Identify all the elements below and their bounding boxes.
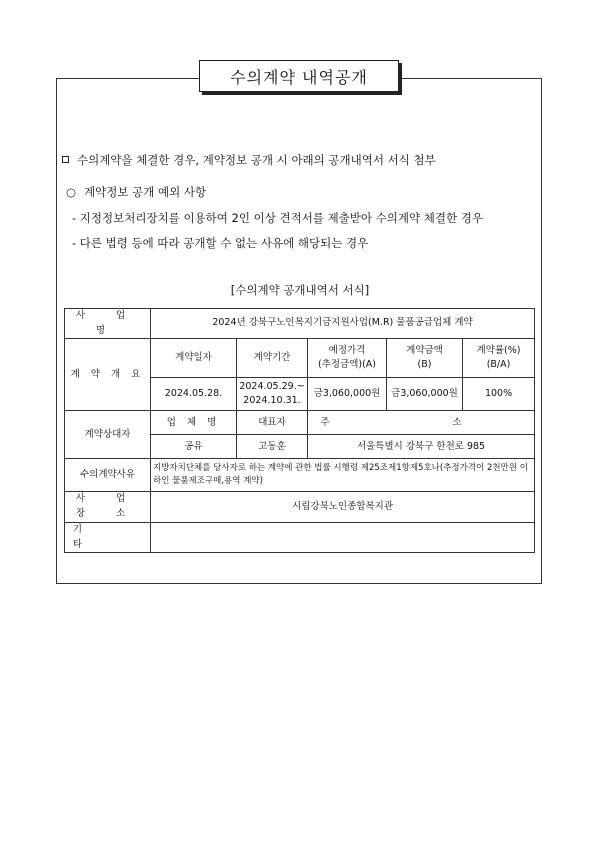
- notice-line-exception-2: - 다른 법령 등에 따라 공개할 수 없는 사유에 해당되는 경우: [72, 236, 369, 250]
- page-title: 수의계약 내역공개: [199, 60, 399, 92]
- table-row-party-head: [65, 411, 535, 435]
- disclosure-table: [64, 308, 535, 553]
- table-row-location: [65, 492, 535, 522]
- value-estimated-price: 금3,060,000원: [308, 378, 387, 411]
- header-estimated-price: [308, 339, 387, 378]
- table-row-etc: [65, 522, 535, 552]
- header-contract-rate: [463, 339, 535, 378]
- header-contract-rate-line2: (B/A): [486, 359, 511, 371]
- notice-text-exception-head: 계약정보 공개 예외 사항: [84, 185, 207, 199]
- etc-label: 기 타: [65, 522, 151, 552]
- header-contract-amount-line2: (B): [417, 359, 432, 371]
- header-estimated-price-line1: 예정가격: [328, 344, 366, 356]
- party-label: 계약상대자: [65, 411, 151, 459]
- location-value: 시립강북노인종합복지관: [151, 492, 535, 522]
- header-address: 주 소: [308, 411, 535, 435]
- value-period-start: 2024.05.29.~: [239, 380, 305, 392]
- form-title: [수의계약 공개내역서 서식]: [230, 283, 370, 297]
- value-ceo: 고동훈: [237, 435, 308, 459]
- header-contract-rate-line1: 계약률(%): [476, 344, 521, 356]
- notice-text-main: 수의계약을 체결한 경우, 계약정보 공개 시 아래의 공개내역서 서식 첨부: [77, 153, 436, 167]
- table-row-overview-head: [65, 339, 535, 378]
- value-contract-date: 2024.05.28.: [151, 378, 237, 411]
- notice-line-exception-head: [66, 184, 206, 200]
- etc-value: [151, 522, 535, 552]
- header-contract-amount-line1: 계약금액: [406, 344, 443, 356]
- header-company: 업 체 명: [151, 411, 237, 435]
- table-row-reason: [65, 459, 535, 492]
- square-bullet-icon: [62, 156, 69, 163]
- value-contract-period: [237, 378, 308, 411]
- table-row-project: [65, 309, 535, 339]
- value-company: 공유: [151, 435, 237, 459]
- value-contract-rate: 100%: [463, 378, 535, 411]
- value-contract-amount: 금3,060,000원: [387, 378, 463, 411]
- notice-line-exception-1: - 지정정보처리장치를 이용하여 2인 이상 견적서를 제출받아 수의계약 체결한 경우: [72, 211, 483, 225]
- header-contract-period: 계약기간: [237, 339, 308, 378]
- reason-value: 지방자치단체를 당사자로 하는 계약에 관한 법률 시행령 제25조제1항제5호나(추정가격이 2천만원 이하인 물품제조구매,용역 계약): [151, 459, 535, 492]
- value-address: 서울특별시 강북구 한천로 985: [308, 435, 535, 459]
- project-value: 2024년 강북구노인복지기금지원사업(M.R) 물품공급업체 계약: [151, 309, 535, 339]
- value-period-end: 2024.10.31.: [243, 395, 301, 407]
- header-contract-amount: [387, 339, 463, 378]
- location-label: 사 업 장 소: [65, 492, 151, 522]
- header-ceo: 대표자: [237, 411, 308, 435]
- reason-label: 수의계약사유: [65, 459, 151, 492]
- notice-line-main: [62, 152, 436, 168]
- overview-label: 계 약 개 요: [65, 339, 151, 411]
- project-label: 사 업 명: [65, 309, 151, 339]
- circle-bullet-icon: ○: [66, 185, 77, 199]
- header-contract-date: 계약일자: [151, 339, 237, 378]
- header-estimated-price-line2: (추정금액)(A): [317, 359, 377, 371]
